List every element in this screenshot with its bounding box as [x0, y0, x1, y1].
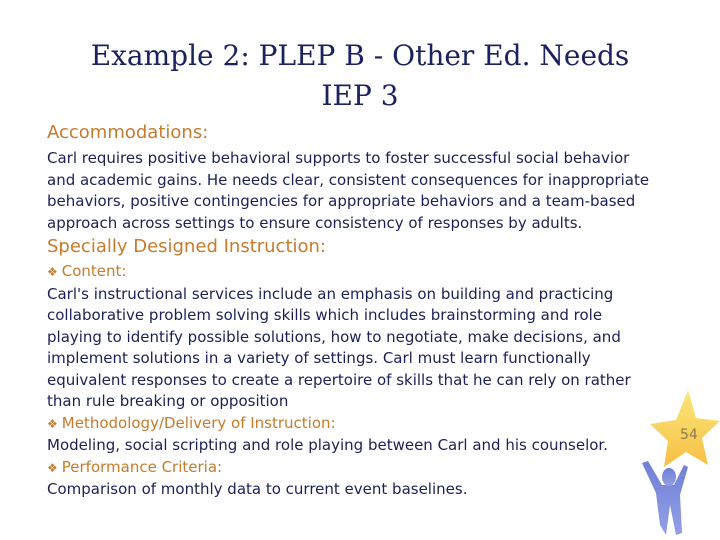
text-line: and academic gains. He needs clear, consistent consequences for inappropriate	[47, 170, 650, 189]
text-line: collaborative problem solving skills which includes brainstorming and role	[47, 306, 603, 324]
text-line: approach across settings to ensure consistency of responses by adults.	[47, 213, 583, 232]
text-line: Comparison of monthly data to current event baselines.	[47, 480, 468, 498]
performance-bullet	[47, 457, 631, 480]
text-line: Modeling, social scripting and role playing between Carl and his counselor.	[47, 436, 608, 454]
diamond-bullet-icon: ❖	[47, 416, 58, 431]
title-line-2: IEP 3	[321, 79, 399, 112]
text-line: implement solutions in a variety of settings. Carl must learn functionally	[47, 349, 591, 367]
performance-label: Performance Criteria:	[61, 457, 223, 476]
title-line-1: Example 2: PLEP B - Other Ed. Needs	[90, 39, 630, 72]
text-line: playing to identify possible solutions, how to negotiate, make decisions, and	[47, 327, 621, 346]
diamond-bullet-icon: ❖	[47, 460, 58, 475]
content-label: Content:	[61, 262, 127, 280]
diamond-bullet-icon: ❖	[47, 265, 58, 279]
method-label: Methodology/Delivery of Instruction:	[61, 413, 336, 432]
page-number: 54	[680, 427, 698, 443]
person-holding-star-icon	[630, 385, 720, 540]
slide-title	[0, 36, 720, 116]
sdi-body	[47, 261, 631, 501]
accommodations-text	[47, 148, 649, 234]
sdi-heading: Specially Designed Instruction:	[47, 236, 326, 257]
text-line: equivalent responses to create a repertoire of skills that he can rely on rather	[47, 370, 631, 389]
content-bullet	[47, 261, 631, 284]
text-line: Carl requires positive behavioral supports to foster successful social behavior	[47, 149, 630, 167]
method-bullet	[47, 413, 631, 436]
accommodations-heading: Accommodations:	[47, 122, 209, 143]
text-line: than rule breaking or opposition	[47, 392, 289, 410]
text-line: behaviors, positive contingencies for appropriate behaviors and a team-based	[47, 192, 636, 210]
text-line: Carl's instructional services include an emphasis on building and practicing	[47, 284, 614, 303]
